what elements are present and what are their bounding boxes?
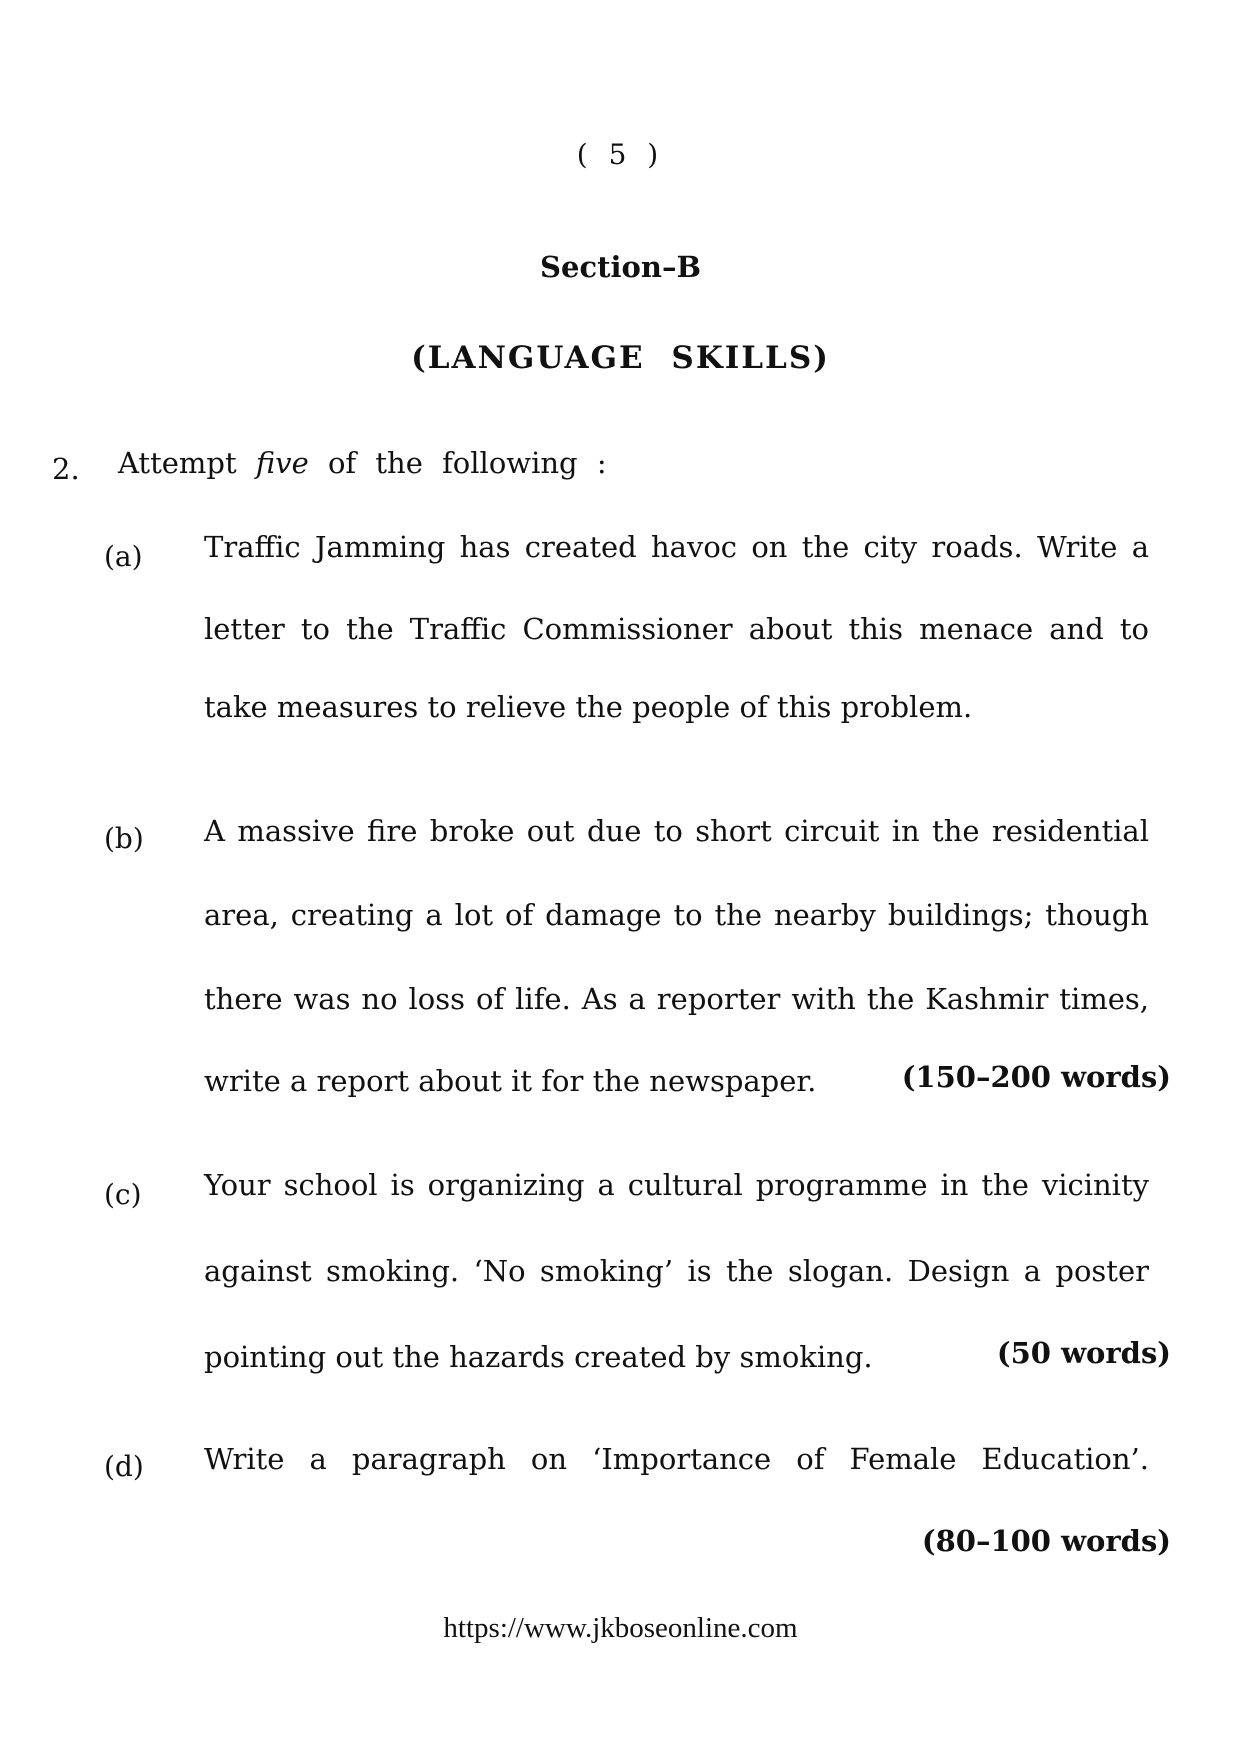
item-label: (b) xyxy=(104,822,144,855)
footer-url: https://www.jkboseonline.com xyxy=(443,1612,798,1644)
subsection-title: (LANGUAGE SKILLS) xyxy=(411,340,830,376)
item-line: against smoking. ‘No smoking’ is the slogan. Design a poster xyxy=(204,1254,1149,1288)
instruction-prefix: Attempt xyxy=(118,446,256,480)
item-label: (c) xyxy=(104,1178,142,1211)
item-line: write a report about it for the newspaper. xyxy=(204,1064,817,1098)
instruction-emphasis: five xyxy=(255,446,309,480)
question-instruction xyxy=(118,446,607,480)
word-limit: (80–100 words) xyxy=(921,1524,1171,1558)
item-line: Your school is organizing a cultural programme in the vicinity xyxy=(204,1168,1149,1202)
item-line: there was no loss of life. As a reporter with the Kashmir times, xyxy=(204,982,1149,1016)
item-line: take measures to relieve the people of this problem. xyxy=(204,690,973,724)
word-limit: (150–200 words) xyxy=(901,1060,1171,1094)
question-number: 2. xyxy=(52,452,80,486)
word-limit: (50 words) xyxy=(996,1336,1171,1370)
item-label: (a) xyxy=(104,540,143,573)
item-line: letter to the Traffic Commissioner about this menace and to xyxy=(204,612,1149,646)
item-line: Write a paragraph on ‘Importance of Female Education’. xyxy=(204,1442,1149,1476)
item-line: A massive fire broke out due to short circuit in the residential xyxy=(204,814,1149,848)
page-number: ( 5 ) xyxy=(576,138,665,171)
item-line: Traffic Jamming has created havoc on the city roads. Write a xyxy=(204,530,1149,564)
item-line: area, creating a lot of damage to the nearby buildings; though xyxy=(204,898,1149,932)
instruction-suffix: of the following : xyxy=(308,446,607,480)
item-line: pointing out the hazards created by smoking. xyxy=(204,1340,873,1374)
item-label: (d) xyxy=(104,1450,144,1483)
section-title: Section–B xyxy=(540,250,701,284)
